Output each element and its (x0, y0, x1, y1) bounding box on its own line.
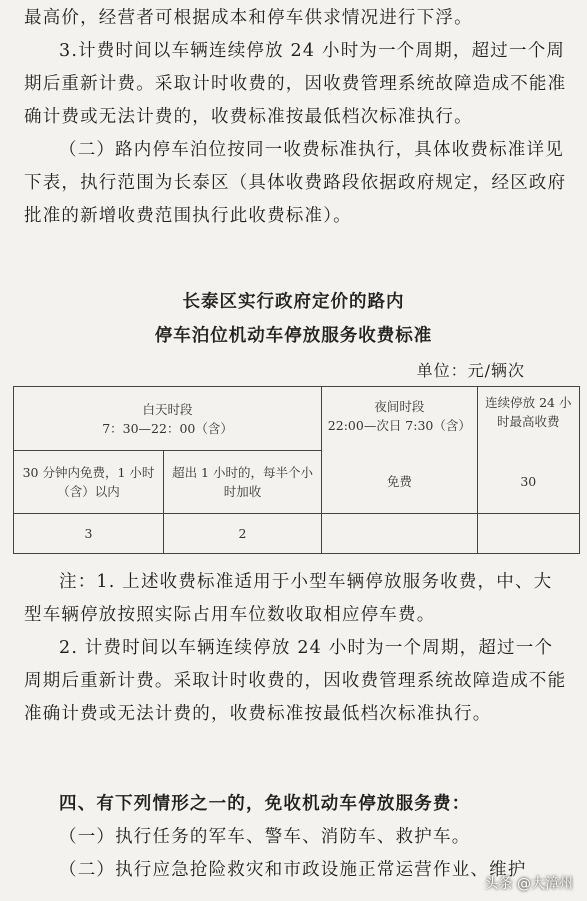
section-4-item-1: （一）执行任务的军车、警车、消防车、救护车。 (59, 827, 471, 847)
intro-item-2: （二）路内停车泊位按同一收费标准执行，具体收费标准详见下表，执行范围为长泰区（具体收费路段依据政府规定，经区政府批准的新增收费范围执行此收费标准）。 (24, 140, 567, 226)
sub-second: 超出 1 小时的，每半个小时加收 (164, 451, 322, 513)
header-day-cell (14, 387, 322, 451)
notes-block (24, 566, 569, 731)
val-max-cell (477, 473, 579, 553)
intro-item-3: 3.计费时间以车辆连续停放 24 小时为一个周期，超过一个周期后重新计费。采取计时收费的，因收费管理系统故障造成不能准确计费或无法计费的，收费标准按最低档次标准执行。 (24, 41, 567, 127)
note-2: 2. 计费时间以车辆连续停放 24 小时为一个周期，超过一个周期后重新计费。采取计时收费的，因收费管理系统故障造成不能准确计费或无法计费的，收费标准按最低档次标准执行。 (24, 638, 567, 724)
val-night-cell (322, 473, 478, 553)
table-title-line1: 长泰区实行政府定价的路内 (182, 292, 405, 312)
section-4-heading: 四、有下列情形之一的，免收机动车停放服务费： (59, 794, 471, 814)
header-night-cell (322, 387, 478, 514)
section-4-item-2: （二）执行应急抢险救灾和市政设施正常运营作业、维护 (59, 860, 527, 880)
val-night: 免费 (386, 473, 412, 489)
watermark-logo: 头条 @大漳州 (484, 876, 573, 892)
intro-block (24, 2, 569, 233)
header-night-time: 22:00—次日 7:30（含） (327, 418, 471, 433)
header-max: 连续停放 24 小时最高收费 (485, 395, 572, 429)
val-first: 3 (14, 513, 164, 553)
intro-line: 最高价，经营者可根据成本和停车供求情况进行下浮。 (24, 8, 473, 28)
note-1: 注：1. 上述收费标准适用于小型车辆停放服务收费，中、大型车辆停放按照实际占用车位数收取相应停车费。 (24, 572, 553, 625)
header-night: 夜间时段 (374, 399, 425, 414)
sub-first: 30 分钟内免费，1 小时（含）以内 (14, 451, 164, 513)
fee-table-grid (13, 386, 580, 554)
val-max: 30 (520, 473, 537, 489)
header-day-time: 7：30—22：00（含） (102, 420, 233, 436)
header-max-cell (477, 387, 579, 514)
table-title-line2: 停车泊位机动车停放服务收费标准 (154, 326, 433, 346)
table-unit: 单位：元/辆次 (416, 361, 525, 380)
val-second: 2 (164, 513, 322, 553)
header-day: 白天时段 (142, 401, 193, 417)
